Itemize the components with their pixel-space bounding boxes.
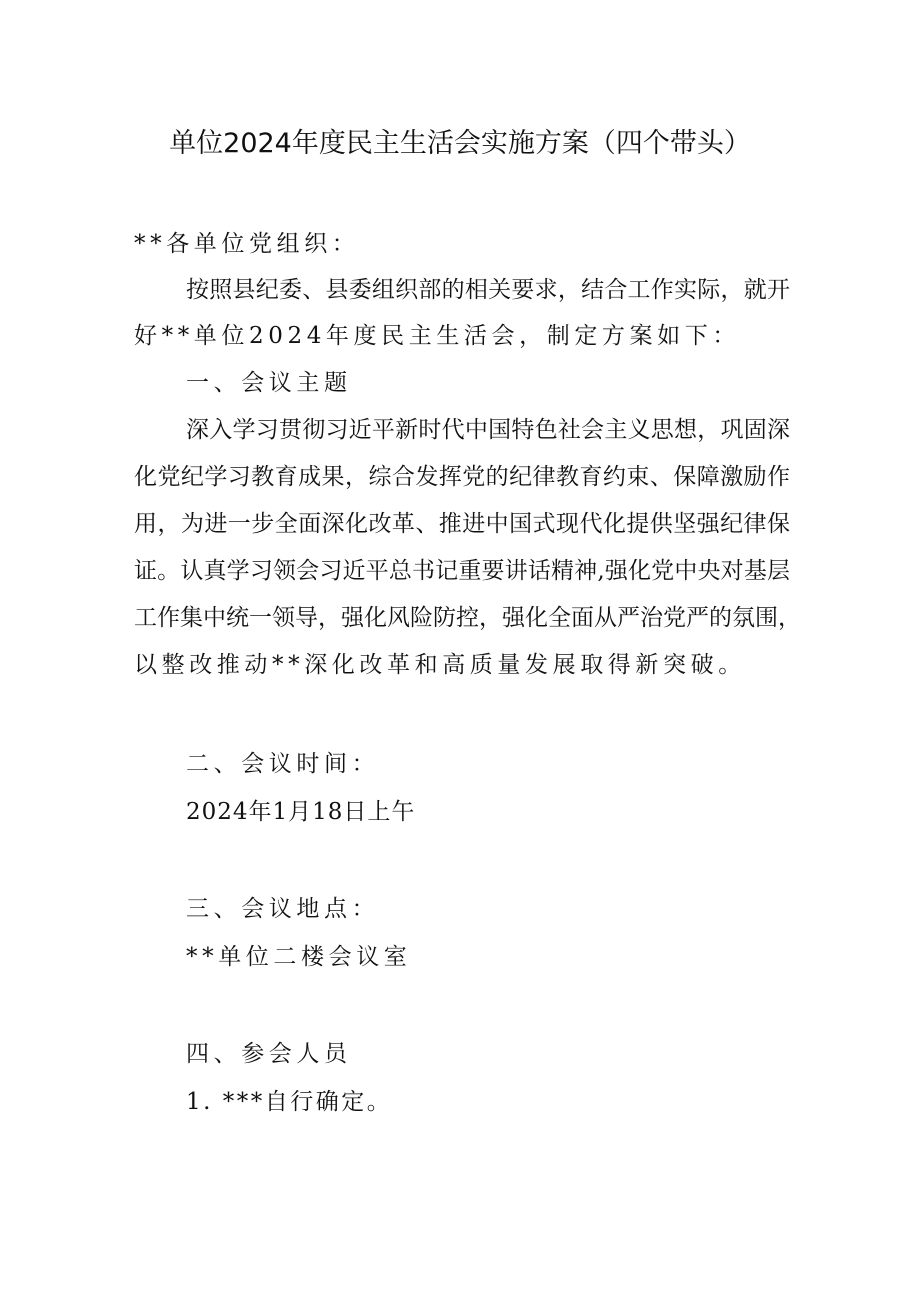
attendee-item-1: 1. ***自行确定。 (186, 1089, 393, 1115)
section-1-line-4: 证。认真学习领会习近平总书记重要讲话精神,强化党中央对基层 (134, 558, 790, 584)
section-1-heading: 一、会议主题 (186, 370, 352, 396)
intro-line-1: 按照县纪委、县委组织部的相关要求，结合工作实际，就开 (186, 277, 790, 303)
section-1-line-6: 以整改推动**深化改革和高质量发展取得新突破。 (134, 652, 746, 678)
intro-line-2: 好**单位2024年度民主生活会，制定方案如下： (134, 323, 740, 349)
section-2-heading: 二、会议时间： (186, 751, 380, 777)
salutation: **各单位党组织： (134, 231, 360, 257)
section-3-heading: 三、会议地点： (186, 896, 380, 922)
section-4-heading: 四、参会人员 (186, 1041, 352, 1067)
section-1-line-5: 工作集中统一领导，强化风险防控，强化全面从严治党严的氛围， (134, 605, 801, 631)
document-title: 单位2024年度民主生活会实施方案（四个带头） (169, 128, 751, 159)
section-1-line-2: 化党纪学习教育成果，综合发挥党的纪律教育约束、保障激励作 (134, 464, 790, 490)
section-1-line-1: 深入学习贯彻习近平新时代中国特色社会主义思想，巩固深 (186, 417, 790, 443)
section-1-line-3: 用，为进一步全面深化改革、推进中国式现代化提供坚强纪律保 (134, 511, 790, 537)
meeting-time: 2024年1月18日上午 (186, 799, 416, 825)
meeting-location: **单位二楼会议室 (186, 944, 412, 970)
